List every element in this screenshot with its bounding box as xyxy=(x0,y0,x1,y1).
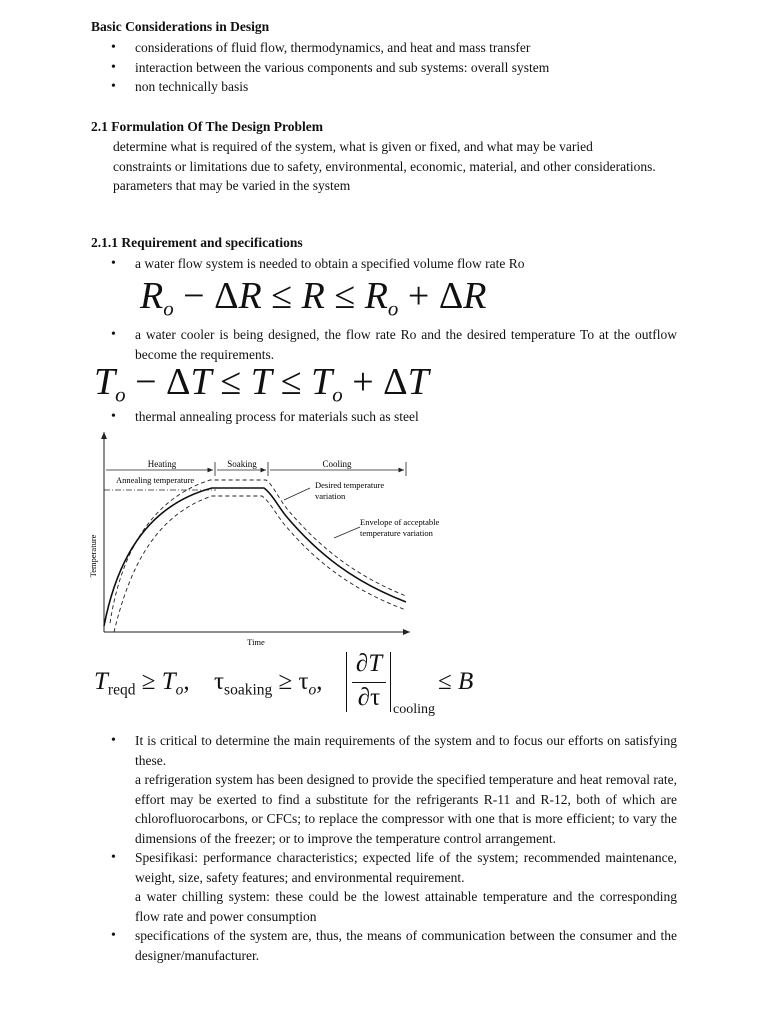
heading-requirements: 2.1.1 Requirement and specifications xyxy=(91,235,303,250)
list-item: • considerations of fluid flow, thermodynamics, and heat and mass transfer xyxy=(91,38,691,58)
formulation-text xyxy=(113,137,677,196)
label-cooling: Cooling xyxy=(322,459,352,469)
list-item: • interaction between the various components and sub systems: overall system xyxy=(91,58,691,78)
label-soaking: Soaking xyxy=(227,459,257,469)
cooling-subscript: cooling xyxy=(393,702,435,717)
x-axis-label: Time xyxy=(247,637,265,647)
equation-temperature: $T_o - \Delta T \le T \le T_o + \Delta T$ xyxy=(94,361,429,407)
list-item: • It is critical to determine the main requirements of the system and to focus our efforts on satisfying these. a refrigeration system has been designed to provide the specified temperature and heat removal rate, effort may be exerted to find a substitute for the refrigerants R-11 and R-12, both of which are chlorofluorocarbons, or CFCs; to replace the compressor with one that is more efficient; to vary the dimensions of the freezer; or to improve the temperature control arrangement. xyxy=(91,731,677,848)
heading-basic-considerations: Basic Considerations in Design xyxy=(91,19,270,34)
heading-formulation: 2.1 Formulation Of The Design Problem xyxy=(91,119,323,134)
basic-considerations-list xyxy=(91,38,691,97)
desired-temperature-curve xyxy=(104,488,406,626)
formulation-line: constraints or limitations due to safety, environmental, economic, material, and other considerations. xyxy=(113,158,656,174)
list-item: • a water cooler is being designed, the flow rate Ro and the desired temperature To at the outflow become the requirements. xyxy=(91,325,677,364)
upper-envelope-curve xyxy=(110,480,406,623)
list-item: • specifications of the system are, thus, the means of communication between the consumer and the designer/manufacturer. xyxy=(91,926,677,965)
list-item: • thermal annealing process for materials such as steel xyxy=(91,407,677,427)
formulation-line: parameters that may be varied in the system xyxy=(113,178,351,193)
partial-denominator: ∂τ xyxy=(357,684,381,711)
label-envelope: Envelope of acceptable xyxy=(360,517,440,527)
formulation-line: determine what is required of the system, what is given or fixed, and what may be varied xyxy=(113,139,593,154)
list-item: • a water flow system is needed to obtain a specified volume flow rate Ro xyxy=(91,254,677,274)
label-heating: Heating xyxy=(147,459,177,469)
equation-annealing-requirements: $T_{reqd} \ge T_o$, $\tau_{soaking} \ge \tau_o$, ∂T ∂τ cooling ≤ B xyxy=(94,650,474,717)
equation-flow-rate: $R_o - \Delta R \le R \le R_o + \Delta R$ xyxy=(140,275,487,321)
label-desired-temperature: Desired temperature xyxy=(315,480,385,490)
label-desired-variation: variation xyxy=(315,491,346,501)
label-envelope-variation: temperature variation xyxy=(360,528,433,538)
label-annealing-temperature: Annealing temperature xyxy=(116,475,195,485)
list-item: • Spesifikasi: performance characteristics; expected life of the system; recommended maintenance, weight, size, safety features; and environmental requirement. a water chilling system: these could be the lowest attainable temperature and the corresponding flow rate and power consumption xyxy=(91,848,677,926)
list-item: • non technically basis xyxy=(91,77,691,97)
annealing-process-diagram xyxy=(88,428,440,650)
y-axis-label: Temperature xyxy=(88,534,98,578)
requirements-list-3 xyxy=(91,407,677,427)
partial-numerator: ∂T xyxy=(355,650,383,677)
requirements-list-4 xyxy=(91,731,677,965)
